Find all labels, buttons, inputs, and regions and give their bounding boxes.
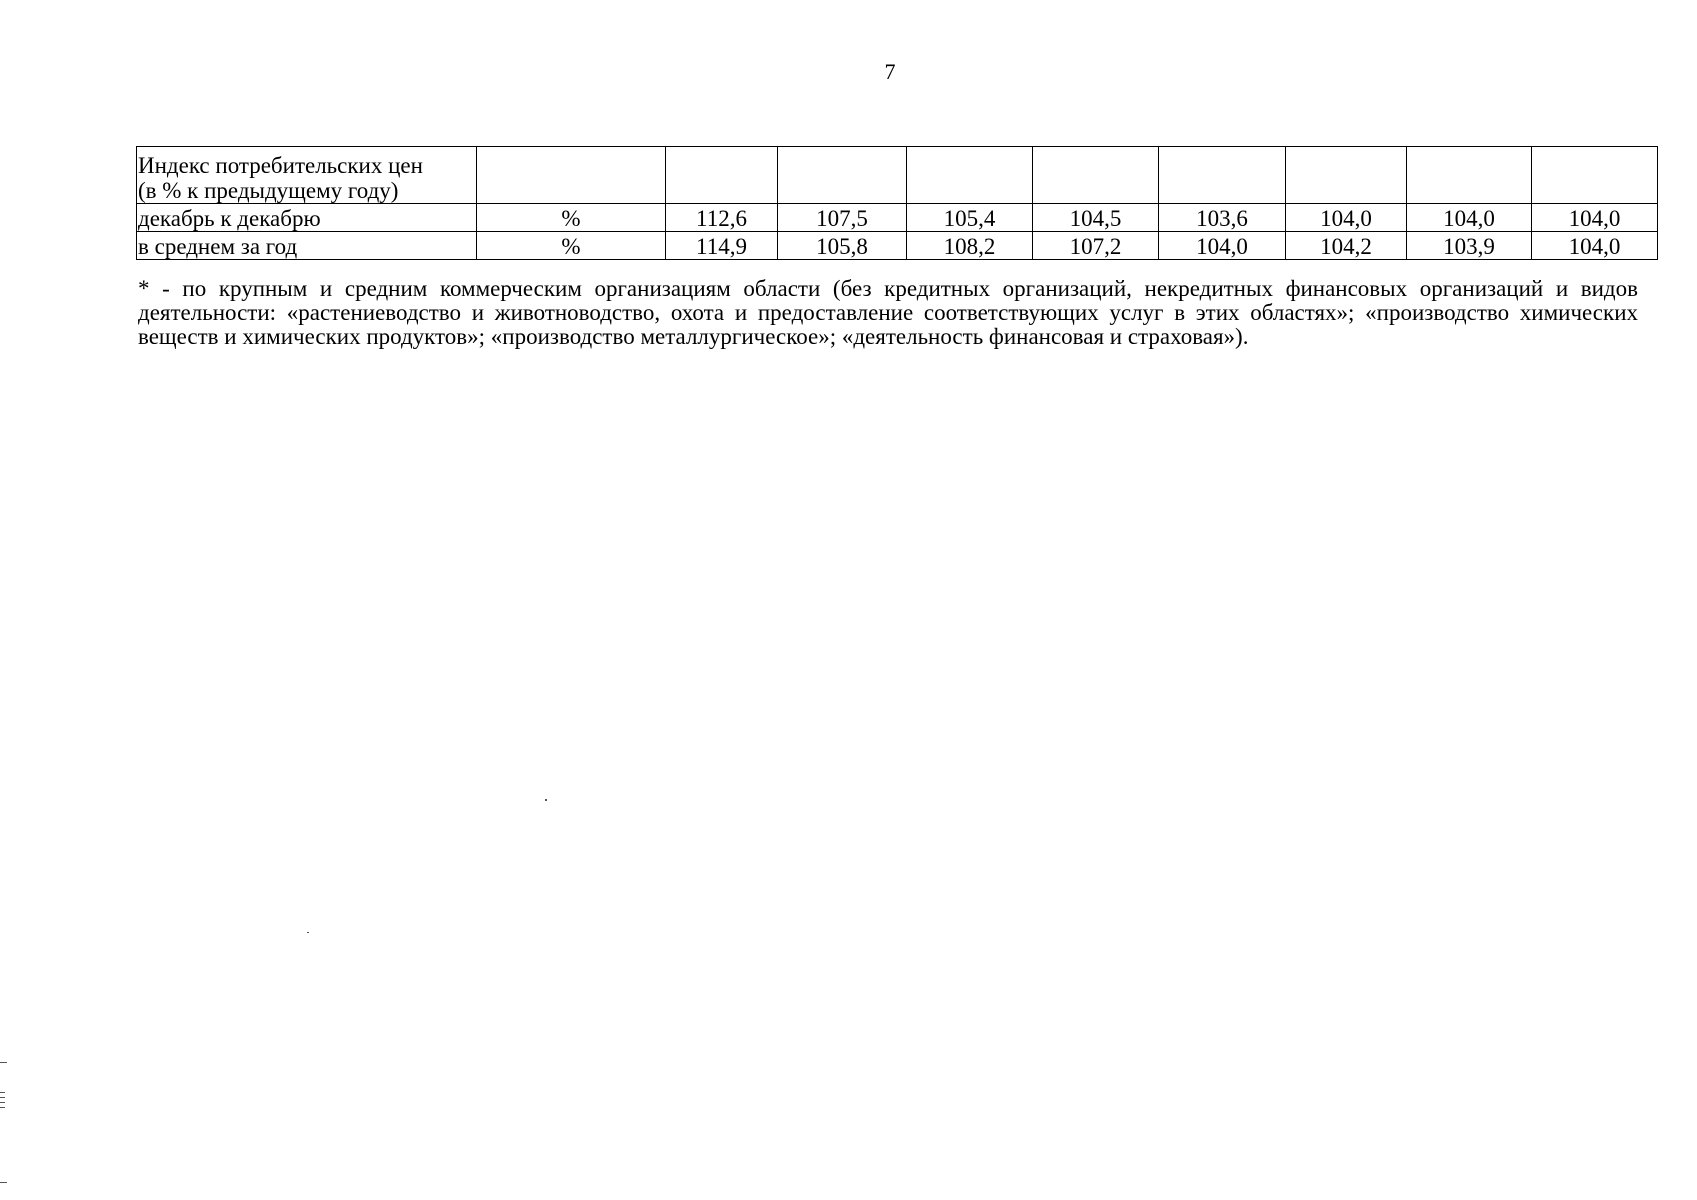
table-header-cell xyxy=(907,147,1033,204)
table-header-cell xyxy=(666,147,778,204)
header-subtitle: (в % к предыдущему году) xyxy=(138,178,399,203)
row-value: 104,0 xyxy=(1159,232,1286,260)
table-header-cell xyxy=(1033,147,1159,204)
header-title: Индекс потребительских цен xyxy=(138,153,423,178)
scan-mark xyxy=(545,799,547,801)
row-value: 104,0 xyxy=(1532,204,1658,232)
table-header-cell xyxy=(1532,147,1658,204)
scan-mark xyxy=(0,1097,5,1098)
table-header-cell xyxy=(1286,147,1407,204)
row-unit: % xyxy=(477,204,666,232)
row-value: 105,8 xyxy=(778,232,907,260)
row-value: 103,9 xyxy=(1407,232,1532,260)
page-number: 7 xyxy=(884,59,896,84)
row-value: 104,5 xyxy=(1033,204,1159,232)
row-value: 104,0 xyxy=(1532,232,1658,260)
footnote: * - по крупным и средним коммерческим организациям области (без кредитных организаций, некредитных финансовых организаций и видов деятельности: «растениеводство и животноводство, охота и предоставление соответствующих услуг в этих областях»; «производство химических веществ и химических продуктов»; «производство металлургическое»; «деятельность финансовая и страховая»). xyxy=(138,276,1638,349)
row-value: 107,2 xyxy=(1033,232,1159,260)
table-header-cell xyxy=(477,147,666,204)
row-value: 103,6 xyxy=(1159,204,1286,232)
scan-mark xyxy=(307,932,309,933)
scan-mark xyxy=(0,1102,5,1103)
scan-mark xyxy=(0,1107,5,1108)
row-value: 105,4 xyxy=(907,204,1033,232)
row-value: 108,2 xyxy=(907,232,1033,260)
scan-mark xyxy=(0,1092,5,1093)
table-header-cell xyxy=(1159,147,1286,204)
scan-mark xyxy=(0,1182,7,1183)
table-header-label xyxy=(137,147,477,204)
row-value: 104,2 xyxy=(1286,232,1407,260)
row-value: 104,0 xyxy=(1286,204,1407,232)
table-header-cell xyxy=(778,147,907,204)
row-value: 114,9 xyxy=(666,232,778,260)
table-header-row xyxy=(137,147,1658,204)
row-label: декабрь к декабрю xyxy=(137,204,477,232)
row-value: 112,6 xyxy=(666,204,778,232)
row-label: в среднем за год xyxy=(137,232,477,260)
scan-mark xyxy=(0,1062,7,1063)
table-row xyxy=(137,204,1658,232)
row-value: 104,0 xyxy=(1407,204,1532,232)
row-unit: % xyxy=(477,232,666,260)
row-value: 107,5 xyxy=(778,204,907,232)
cpi-table xyxy=(136,146,1658,260)
table-header-cell xyxy=(1407,147,1532,204)
table-row xyxy=(137,232,1658,260)
